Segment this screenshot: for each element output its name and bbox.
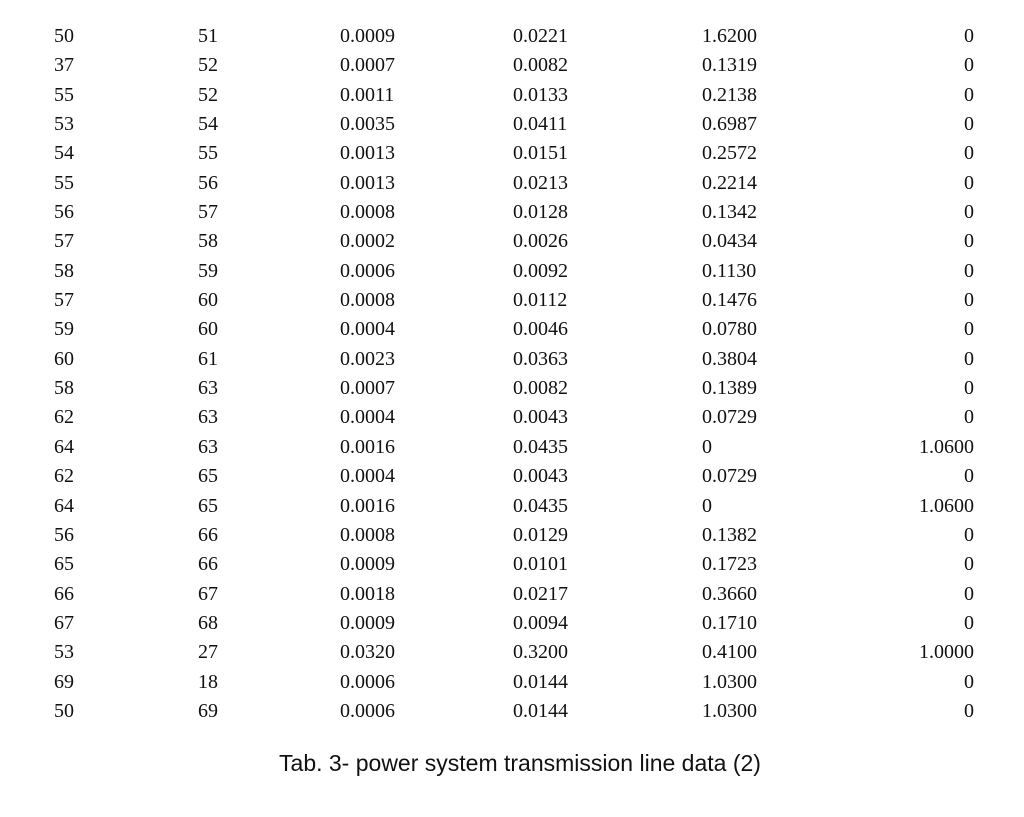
cell-to-bus: 57 [198, 201, 218, 224]
transmission-line-data-table [0, 22, 974, 726]
cell-resistance: 0.0007 [340, 54, 395, 77]
cell-susceptance: 0.1476 [702, 289, 757, 312]
cell-susceptance: 0.0729 [702, 406, 757, 429]
cell-from-bus: 50 [54, 25, 74, 47]
cell-from-bus: 53 [54, 641, 74, 664]
cell-reactance: 0.0128 [513, 201, 568, 224]
cell-susceptance: 0.1342 [702, 201, 757, 224]
cell-reactance: 0.0144 [513, 670, 568, 693]
table-row [0, 139, 974, 168]
cell-resistance: 0.0009 [340, 25, 395, 47]
cell-reactance: 0.0144 [513, 699, 568, 722]
cell-tap-ratio: 0 [964, 259, 974, 282]
cell-reactance: 0.0151 [513, 142, 568, 165]
cell-tap-ratio: 0 [964, 171, 974, 194]
table-row [0, 697, 974, 726]
cell-tap-ratio: 0 [964, 318, 974, 341]
cell-from-bus: 58 [54, 259, 74, 282]
cell-to-bus: 54 [198, 113, 218, 136]
cell-from-bus: 57 [54, 230, 74, 253]
cell-susceptance: 0 [702, 494, 712, 517]
cell-to-bus: 59 [198, 259, 218, 282]
cell-reactance: 0.0363 [513, 347, 568, 370]
cell-reactance: 0.0411 [513, 113, 568, 136]
table-row [0, 22, 974, 51]
cell-susceptance: 0.1382 [702, 523, 757, 546]
cell-from-bus: 54 [54, 142, 74, 165]
cell-to-bus: 52 [198, 54, 218, 77]
cell-susceptance: 0.1130 [702, 259, 757, 282]
cell-from-bus: 58 [54, 377, 74, 400]
cell-reactance: 0.3200 [513, 641, 568, 664]
table-row [0, 609, 974, 638]
cell-susceptance: 0 [702, 435, 712, 458]
cell-to-bus: 58 [198, 230, 218, 253]
cell-susceptance: 0.1710 [702, 611, 757, 634]
cell-to-bus: 65 [198, 465, 218, 488]
cell-resistance: 0.0035 [340, 113, 395, 136]
cell-resistance: 0.0009 [340, 611, 395, 634]
cell-resistance: 0.0006 [340, 670, 395, 693]
table-row [0, 638, 974, 667]
cell-from-bus: 62 [54, 465, 74, 488]
cell-from-bus: 55 [54, 83, 74, 106]
cell-susceptance: 1.6200 [702, 25, 757, 47]
cell-from-bus: 66 [54, 582, 74, 605]
table-row [0, 198, 974, 227]
cell-tap-ratio: 1.0600 [919, 435, 974, 458]
cell-resistance: 0.0013 [340, 171, 395, 194]
table-row [0, 110, 974, 139]
cell-tap-ratio: 0 [964, 406, 974, 429]
cell-susceptance: 0.2138 [702, 83, 757, 106]
cell-to-bus: 61 [198, 347, 218, 370]
cell-resistance: 0.0008 [340, 289, 395, 312]
cell-reactance: 0.0221 [513, 25, 568, 47]
cell-resistance: 0.0016 [340, 494, 395, 517]
cell-tap-ratio: 0 [964, 54, 974, 77]
cell-tap-ratio: 0 [964, 25, 974, 47]
cell-resistance: 0.0008 [340, 201, 395, 224]
cell-susceptance: 1.0300 [702, 699, 757, 722]
cell-from-bus: 60 [54, 347, 74, 370]
cell-to-bus: 56 [198, 171, 218, 194]
cell-susceptance: 0.6987 [702, 113, 757, 136]
cell-tap-ratio: 0 [964, 83, 974, 106]
cell-from-bus: 55 [54, 171, 74, 194]
table-row [0, 286, 974, 315]
cell-to-bus: 51 [198, 25, 218, 47]
cell-resistance: 0.0002 [340, 230, 395, 253]
cell-resistance: 0.0011 [340, 83, 395, 106]
cell-tap-ratio: 0 [964, 347, 974, 370]
cell-susceptance: 0.3660 [702, 582, 757, 605]
cell-resistance: 0.0009 [340, 553, 395, 576]
cell-reactance: 0.0046 [513, 318, 568, 341]
cell-from-bus: 37 [54, 54, 74, 77]
cell-from-bus: 69 [54, 670, 74, 693]
cell-tap-ratio: 0 [964, 611, 974, 634]
cell-resistance: 0.0320 [340, 641, 395, 664]
table-row [0, 169, 974, 198]
cell-resistance: 0.0008 [340, 523, 395, 546]
cell-resistance: 0.0018 [340, 582, 395, 605]
cell-resistance: 0.0006 [340, 699, 395, 722]
cell-resistance: 0.0007 [340, 377, 395, 400]
cell-tap-ratio: 0 [964, 377, 974, 400]
cell-reactance: 0.0112 [513, 289, 568, 312]
cell-susceptance: 0.0434 [702, 230, 757, 253]
cell-susceptance: 0.4100 [702, 641, 757, 664]
cell-reactance: 0.0129 [513, 523, 568, 546]
table-row [0, 51, 974, 80]
cell-resistance: 0.0004 [340, 406, 395, 429]
cell-reactance: 0.0092 [513, 259, 568, 282]
cell-susceptance: 0.3804 [702, 347, 757, 370]
cell-reactance: 0.0094 [513, 611, 568, 634]
cell-tap-ratio: 0 [964, 523, 974, 546]
cell-susceptance: 0.1389 [702, 377, 757, 400]
cell-to-bus: 66 [198, 553, 218, 576]
cell-to-bus: 52 [198, 83, 218, 106]
cell-susceptance: 0.1723 [702, 553, 757, 576]
table-row [0, 257, 974, 286]
cell-to-bus: 66 [198, 523, 218, 546]
cell-from-bus: 67 [54, 611, 74, 634]
cell-resistance: 0.0004 [340, 465, 395, 488]
table-row [0, 580, 974, 609]
cell-tap-ratio: 0 [964, 113, 974, 136]
cell-tap-ratio: 0 [964, 230, 974, 253]
table-body [0, 22, 974, 726]
cell-resistance: 0.0013 [340, 142, 395, 165]
table-row [0, 403, 974, 432]
table-row [0, 668, 974, 697]
cell-susceptance: 1.0300 [702, 670, 757, 693]
cell-reactance: 0.0217 [513, 582, 568, 605]
cell-to-bus: 63 [198, 435, 218, 458]
cell-reactance: 0.0435 [513, 435, 568, 458]
cell-from-bus: 56 [54, 201, 74, 224]
cell-tap-ratio: 1.0600 [919, 494, 974, 517]
cell-from-bus: 50 [54, 699, 74, 722]
cell-susceptance: 0.0780 [702, 318, 757, 341]
cell-from-bus: 64 [54, 435, 74, 458]
cell-from-bus: 59 [54, 318, 74, 341]
table-row [0, 81, 974, 110]
cell-resistance: 0.0006 [340, 259, 395, 282]
cell-reactance: 0.0043 [513, 406, 568, 429]
cell-to-bus: 65 [198, 494, 218, 517]
cell-from-bus: 64 [54, 494, 74, 517]
cell-tap-ratio: 0 [964, 670, 974, 693]
cell-from-bus: 56 [54, 523, 74, 546]
cell-to-bus: 68 [198, 611, 218, 634]
cell-susceptance: 0.2214 [702, 171, 757, 194]
cell-tap-ratio: 0 [964, 142, 974, 165]
table-row [0, 345, 974, 374]
cell-to-bus: 63 [198, 406, 218, 429]
cell-tap-ratio: 0 [964, 289, 974, 312]
table-row [0, 492, 974, 521]
table-row [0, 521, 974, 550]
cell-to-bus: 27 [198, 641, 218, 664]
cell-to-bus: 60 [198, 289, 218, 312]
cell-to-bus: 55 [198, 142, 218, 165]
cell-resistance: 0.0004 [340, 318, 395, 341]
cell-tap-ratio: 0 [964, 465, 974, 488]
cell-tap-ratio: 0 [964, 553, 974, 576]
table-row [0, 462, 974, 491]
table-row [0, 315, 974, 344]
cell-tap-ratio: 0 [964, 582, 974, 605]
cell-reactance: 0.0101 [513, 553, 568, 576]
cell-to-bus: 63 [198, 377, 218, 400]
cell-tap-ratio: 1.0000 [919, 641, 974, 664]
cell-to-bus: 69 [198, 699, 218, 722]
cell-reactance: 0.0082 [513, 54, 568, 77]
cell-reactance: 0.0082 [513, 377, 568, 400]
cell-reactance: 0.0435 [513, 494, 568, 517]
cell-to-bus: 60 [198, 318, 218, 341]
cell-from-bus: 57 [54, 289, 74, 312]
table-row [0, 433, 974, 462]
cell-from-bus: 65 [54, 553, 74, 576]
cell-susceptance: 0.1319 [702, 54, 757, 77]
table-row [0, 550, 974, 579]
cell-reactance: 0.0133 [513, 83, 568, 106]
cell-to-bus: 18 [198, 670, 218, 693]
table-row [0, 227, 974, 256]
cell-resistance: 0.0023 [340, 347, 395, 370]
table-caption: Tab. 3- power system transmission line data (2) [279, 750, 761, 776]
cell-tap-ratio: 0 [964, 201, 974, 224]
table-row [0, 374, 974, 403]
cell-from-bus: 53 [54, 113, 74, 136]
cell-reactance: 0.0213 [513, 171, 568, 194]
cell-reactance: 0.0026 [513, 230, 568, 253]
cell-susceptance: 0.2572 [702, 142, 757, 165]
cell-tap-ratio: 0 [964, 699, 974, 722]
cell-reactance: 0.0043 [513, 465, 568, 488]
cell-from-bus: 62 [54, 406, 74, 429]
cell-to-bus: 67 [198, 582, 218, 605]
cell-resistance: 0.0016 [340, 435, 395, 458]
cell-susceptance: 0.0729 [702, 465, 757, 488]
